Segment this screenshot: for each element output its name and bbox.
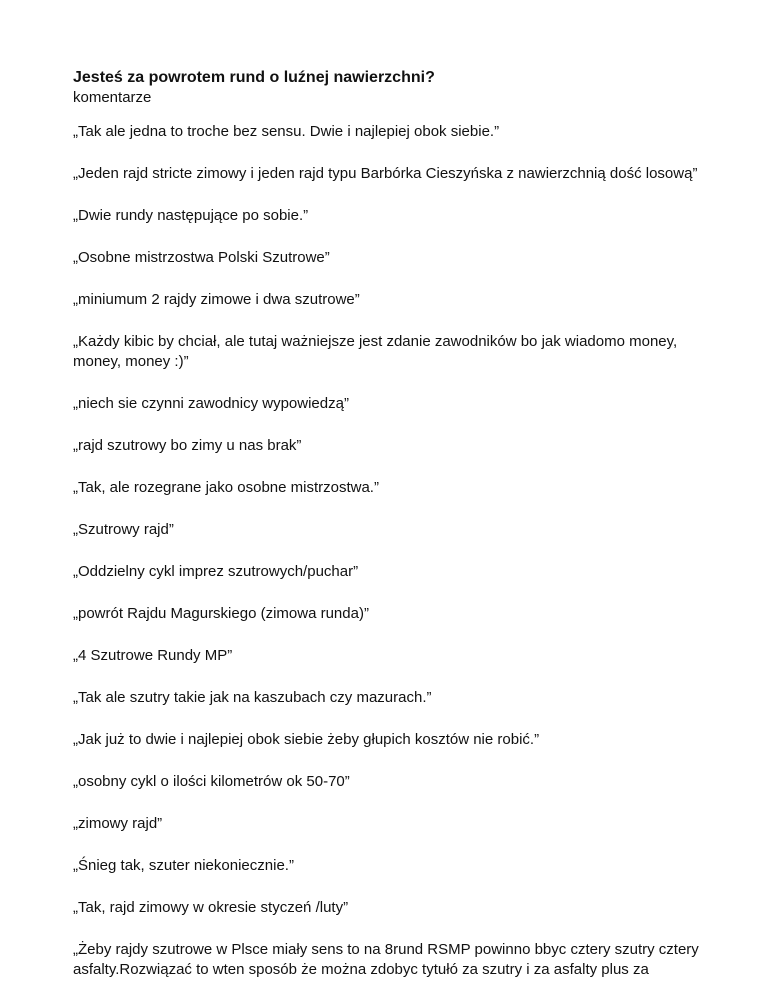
comment-item: „miniumum 2 rajdy zimowe i dwa szutrowe” bbox=[73, 291, 360, 308]
comment-item: „Oddzielny cykl imprez szutrowych/puchar” bbox=[73, 563, 359, 580]
comment-item: „Tak ale jedna to troche bez sensu. Dwie i najlepiej obok siebie.” bbox=[73, 123, 500, 140]
comment-item: „powrót Rajdu Magurskiego (zimowa runda)” bbox=[73, 605, 369, 622]
comment-item: „Żeby rajdy szutrowe w Plsce miały sens to na 8rund RSMP powinno bbyc cztery szutry cztery asfalty.Rozwiązać to wten sposób że można zdobyc tytułó za szutry i za asfalty plus za bbox=[73, 941, 699, 978]
comment-item: „Dwie rundy następujące po sobie.” bbox=[73, 207, 309, 224]
comment-item: „osobny cykl o ilości kilometrów ok 50-70” bbox=[73, 773, 350, 790]
comment-item: „Szutrowy rajd” bbox=[73, 521, 174, 538]
comment-item: „Tak, rajd zimowy w okresie styczeń /luty” bbox=[73, 899, 349, 916]
comment-item: „Jeden rajd stricte zimowy i jeden rajd typu Barbórka Cieszyńska z nawierzchnią dość losową” bbox=[73, 165, 698, 182]
comment-item: „Śnieg tak, szuter niekoniecznie.” bbox=[73, 857, 294, 874]
comment-item: „Jak już to dwie i najlepiej obok siebie żeby głupich kosztów nie robić.” bbox=[73, 731, 540, 748]
comments-list bbox=[73, 122, 703, 980]
document-subtitle: komentarze bbox=[73, 89, 152, 106]
comment-item: „zimowy rajd” bbox=[73, 815, 163, 832]
comment-item: „Tak, ale rozegrane jako osobne mistrzostwa.” bbox=[73, 479, 379, 496]
comment-item: „Osobne mistrzostwa Polski Szutrowe” bbox=[73, 249, 330, 266]
comment-item: „4 Szutrowe Rundy MP” bbox=[73, 647, 233, 664]
document-page bbox=[73, 68, 703, 1002]
document-title: Jesteś za powrotem rund o luźnej nawierzchni? bbox=[73, 69, 435, 86]
comment-item: „Każdy kibic by chciał, ale tutaj ważniejsze jest zdanie zawodników bo jak wiadomo money, money, money :)” bbox=[73, 333, 678, 370]
comment-item: „niech sie czynni zawodnicy wypowiedzą” bbox=[73, 395, 349, 412]
comment-item: „rajd szutrowy bo zimy u nas brak” bbox=[73, 437, 302, 454]
comment-item: „Tak ale szutry takie jak na kaszubach czy mazurach.” bbox=[73, 689, 432, 706]
